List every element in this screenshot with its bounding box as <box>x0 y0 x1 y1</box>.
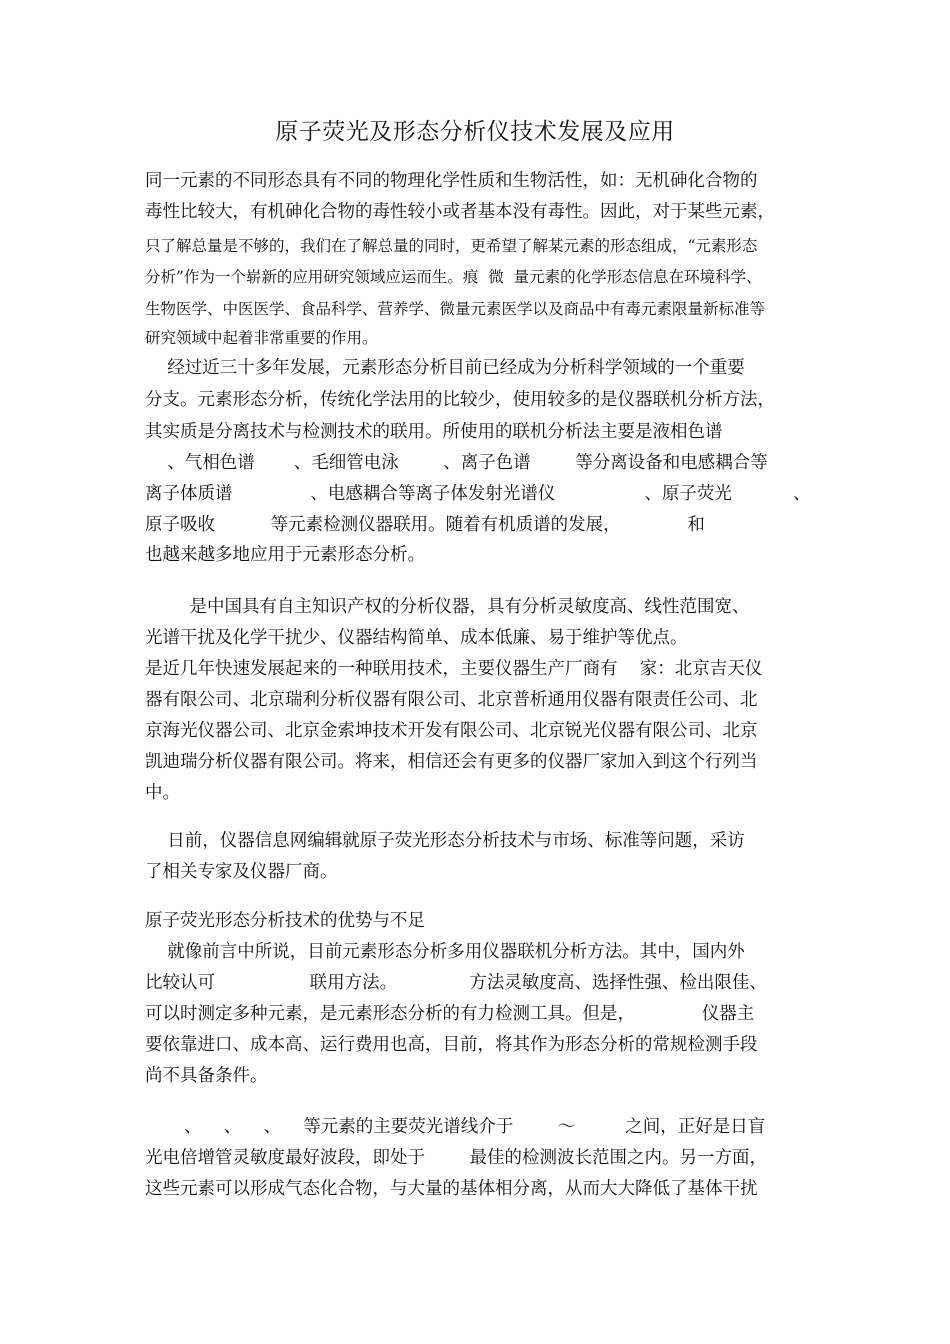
paragraph-line: 就像前言中所说，目前元素形态分析多用仪器联机分析方法。其中，国内外 <box>145 942 745 962</box>
paragraph-line: 毒性比较大，有机砷化合物的毒性较小或者基本没有毒性。因此，对于某些元素， <box>145 202 775 222</box>
paragraph-line: 是中国具有自主知识产权的分析仪器，具有分析灵敏度高、线性范围宽、 <box>145 597 750 617</box>
paragraph-line: 生物医学、中医医学、食品科学、营养学、微量元素医学以及商品中有毒元素限量新标准等 <box>145 300 766 318</box>
paragraph-line: 研究领域中起着非常重要的作用。 <box>145 329 378 347</box>
section-heading: 原子荧光形态分析技术的优势与不足 <box>145 911 425 931</box>
document-title: 原子荧光及形态分析仪技术发展及应用 <box>275 119 675 145</box>
paragraph-line: 光电倍增管灵敏度最好波段，即处于 最佳的检测波长范围之内。另一方面， <box>145 1148 767 1168</box>
paragraph-line: 中。 <box>145 783 180 803</box>
paragraph-line: 京海光仪器公司、北京金索坤技术开发有限公司、北京锐光仪器有限公司、北京 <box>145 721 758 741</box>
paragraph-line: 只了解总量是不够的，我们在了解总量的同时，更希望了解某元素的形态组成，“元素形态 <box>145 237 758 255</box>
paragraph-line: 要依靠进口、成本高、运行费用也高，目前，将其作为形态分析的常规检测手段 <box>145 1035 758 1055</box>
paragraph-line: 凯迪瑞分析仪器有限公司。将来，相信还会有更多的仪器厂家加入到这个行列当 <box>145 752 758 772</box>
paragraph-line: 光谱干扰及化学干扰少、仪器结构简单、成本低廉、易于维护等优点。 <box>145 628 688 648</box>
paragraph-line: 其实质是分离技术与检测技术的联用。所使用的联机分析法主要是液相色谱 <box>145 422 723 442</box>
paragraph-line: 经过近三十多年发展，元素形态分析目前已经成为分析科学领域的一个重要 <box>145 358 745 378</box>
paragraph-line: 分析”作为一个崭新的应用研究领域应运而生。痕 微 量元素的化学形态信息在环境科学、 <box>145 268 762 286</box>
paragraph-line: 、 、 、 等元素的主要荧光谱线介于 ～ 之间，正好是日盲 <box>145 1117 766 1137</box>
paragraph-line: 分支。元素形态分析，传统化学法用的比较少，使用较多的是仪器联机分析方法， <box>145 390 775 410</box>
paragraph-line: 比较认可 联用方法。 方法灵敏度高、选择性强、检出限佳、 <box>145 973 767 993</box>
paragraph-line: 离子体质谱 、电感耦合等离子体发射光谱仪 、原子荧光 、 <box>145 484 811 504</box>
paragraph-line: 尚不具备条件。 <box>145 1066 268 1086</box>
paragraph-line: 了相关专家及仪器厂商。 <box>145 862 338 882</box>
paragraph-line: 同一元素的不同形态具有不同的物理化学性质和生物活性，如：无机砷化合物的 <box>145 171 758 191</box>
paragraph-line: 器有限公司、北京瑞利分析仪器有限公司、北京普析通用仪器有限责任公司、北 <box>145 690 758 710</box>
paragraph-line: 、气相色谱 、毛细管电泳 、离子色谱 等分离设备和电感耦合等 <box>145 453 768 473</box>
paragraph-line: 这些元素可以形成气态化合物，与大量的基体相分离，从而大大降低了基体干扰 <box>145 1179 758 1199</box>
paragraph-line: 日前，仪器信息网编辑就原子荧光形态分析技术与市场、标准等问题，采访 <box>145 831 745 851</box>
paragraph-line: 也越来越多地应用于元素形态分析。 <box>145 545 425 565</box>
paragraph-line: 原子吸收 等元素检测仪器联用。随着有机质谱的发展， 和 <box>145 515 705 535</box>
paragraph-line: 可以时测定多种元素，是元素形态分析的有力检测工具。但是， 仪器主 <box>145 1004 755 1024</box>
paragraph-line: 是近几年快速发展起来的一种联用技术，主要仪器生产厂商有 家：北京吉天仪 <box>145 659 763 679</box>
